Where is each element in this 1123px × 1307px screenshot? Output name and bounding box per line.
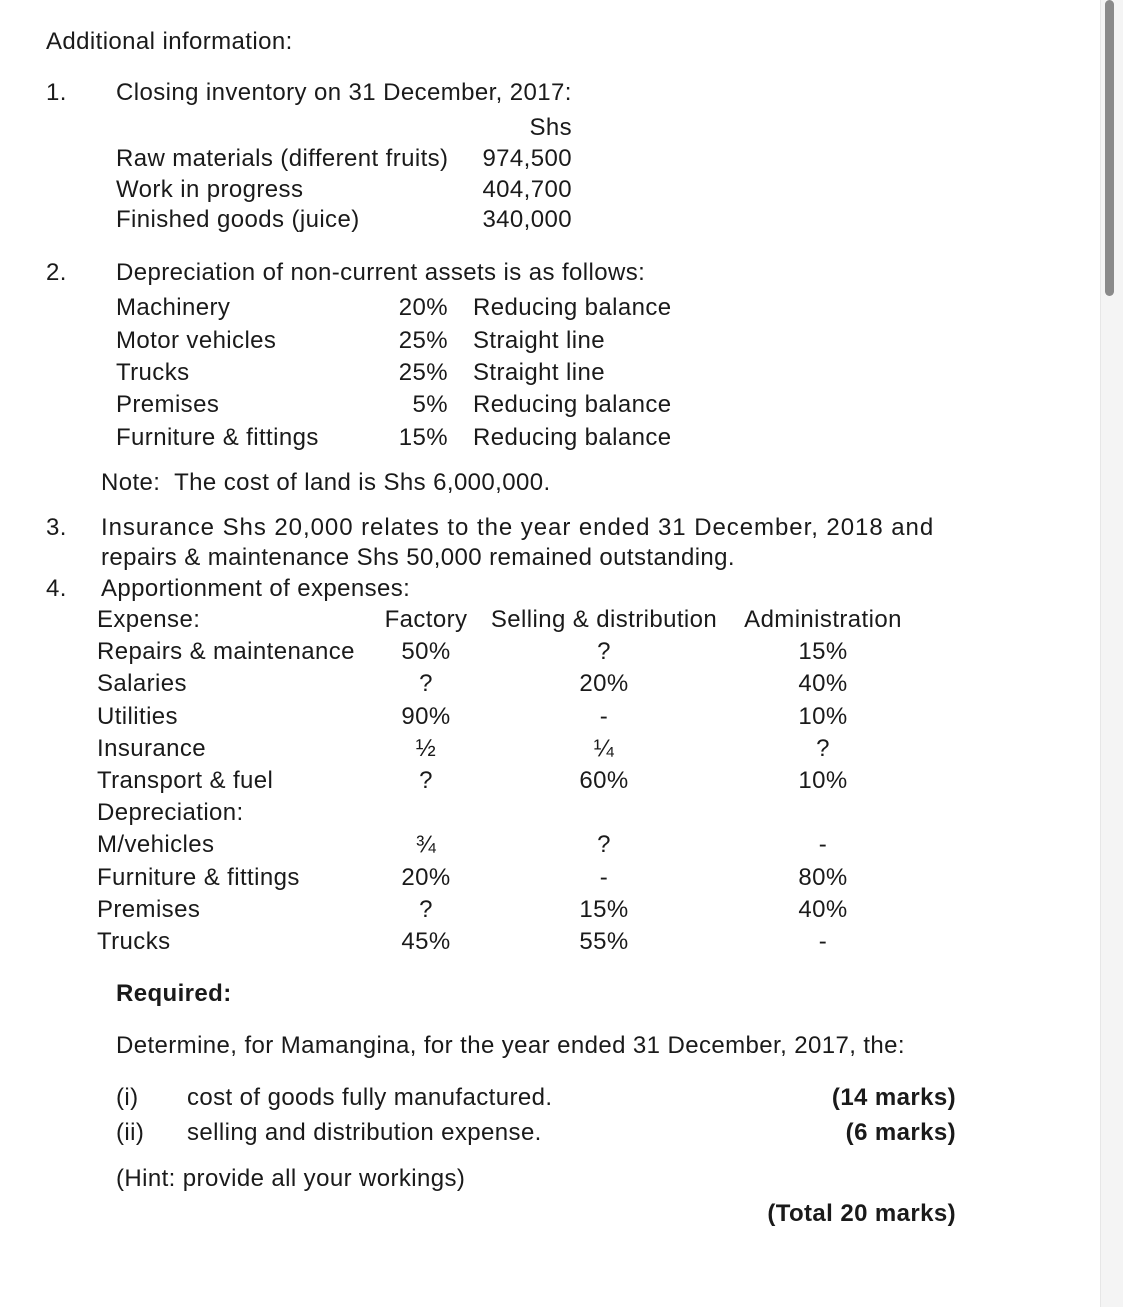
item2-title: Depreciation of non-current assets is as follows: [116,259,646,286]
depreciation-rate: 20% [398,294,448,321]
factory-share: ? [419,896,433,923]
selling-share: ? [597,831,611,858]
depreciation-method: Reducing balance [473,294,672,321]
expense-name: Transport & fuel [97,767,274,794]
part-number: (ii) [116,1119,145,1146]
factory-share: ½ [415,735,437,762]
inventory-currency-header: Shs [529,114,572,141]
expense-name: Insurance [97,735,206,762]
admin-share: 40% [798,670,848,697]
depreciation-method: Straight line [473,327,605,354]
item-number-1: 1. [46,79,67,106]
section-heading: Additional information: [46,28,293,55]
inventory-value: 340,000 [482,206,572,233]
selling-share: 15% [579,896,629,923]
admin-share: - [818,928,828,955]
item-number-4: 4. [46,575,67,602]
selling-share: - [599,864,609,891]
factory-share: ? [419,767,433,794]
expense-name: M/vehicles [97,831,215,858]
column-header-factory: Factory [384,606,468,633]
depreciation-rate: 5% [412,391,448,418]
admin-share: 10% [798,703,848,730]
inventory-value: 974,500 [482,145,572,172]
expense-name: Furniture & fittings [97,864,300,891]
asset-name: Motor vehicles [116,327,277,354]
admin-share: - [818,831,828,858]
column-header-selling: Selling & distribution [490,606,718,633]
column-header-expense: Expense: [97,606,201,633]
depreciation-method: Reducing balance [473,424,672,451]
depreciation-rate: 15% [398,424,448,451]
item-number-2: 2. [46,259,67,286]
inventory-label: Finished goods (juice) [116,206,360,233]
required-heading: Required: [116,980,232,1007]
item3-line: Insurance Shs 20,000 relates to the year ended 31 December, 2018 and [101,514,935,541]
admin-share: 15% [798,638,848,665]
total-marks: (Total 20 marks) [767,1200,956,1227]
item1-title: Closing inventory on 31 December, 2017: [116,79,572,106]
inventory-value: 404,700 [482,176,572,203]
expense-name: Repairs & maintenance [97,638,355,665]
expense-name: Premises [97,896,201,923]
expense-name: Salaries [97,670,187,697]
expense-name: Utilities [97,703,178,730]
depreciation-rate: 25% [398,359,448,386]
required-intro: Determine, for Mamangina, for the year ended 31 December, 2017, the: [116,1032,905,1059]
selling-share: - [599,703,609,730]
part-number: (i) [116,1084,139,1111]
asset-name: Trucks [116,359,190,386]
asset-name: Machinery [116,294,231,321]
depreciation-method: Straight line [473,359,605,386]
admin-share: 40% [798,896,848,923]
depreciation-method: Reducing balance [473,391,672,418]
admin-share: 10% [798,767,848,794]
expense-name: Trucks [97,928,171,955]
asset-name: Premises [116,391,220,418]
selling-share: ¼ [593,735,615,762]
selling-share: 60% [579,767,629,794]
admin-share: 80% [798,864,848,891]
item3-line: repairs & maintenance Shs 50,000 remained outstanding. [101,544,735,571]
part-text: selling and distribution expense. [187,1119,542,1146]
inventory-label: Work in progress [116,176,304,203]
selling-share: 55% [579,928,629,955]
part-marks: (6 marks) [845,1119,956,1146]
factory-share: 20% [401,864,451,891]
expense-name: Depreciation: [97,799,244,826]
part-text: cost of goods fully manufactured. [187,1084,553,1111]
land-cost-note: Note: The cost of land is Shs 6,000,000. [101,469,551,496]
column-header-admin: Administration [744,606,902,633]
factory-share: 50% [401,638,451,665]
asset-name: Furniture & fittings [116,424,319,451]
part-marks: (14 marks) [831,1084,956,1111]
factory-share: ? [419,670,433,697]
hint-text: (Hint: provide all your workings) [116,1165,466,1192]
depreciation-rate: 25% [398,327,448,354]
selling-share: ? [597,638,611,665]
scrollbar-thumb[interactable] [1105,0,1114,296]
admin-share: ? [816,735,830,762]
item-number-3: 3. [46,514,67,541]
selling-share: 20% [579,670,629,697]
factory-share: ¾ [415,831,437,858]
item4-title: Apportionment of expenses: [101,575,411,602]
factory-share: 90% [401,703,451,730]
inventory-label: Raw materials (different fruits) [116,145,449,172]
factory-share: 45% [401,928,451,955]
